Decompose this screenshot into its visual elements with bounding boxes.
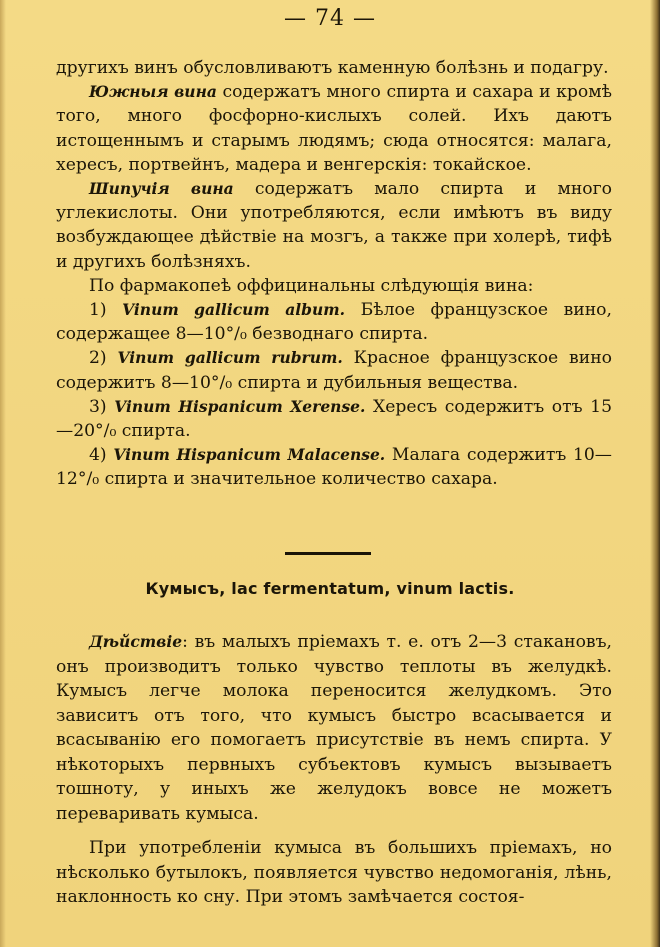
list-item-4	[56, 443, 612, 491]
term-action: Дѣйствіе	[89, 632, 183, 651]
paragraph-action	[56, 630, 612, 826]
page-edge-left	[0, 0, 6, 947]
text-action: : въ малыхъ пріемахъ т. е. отъ 2—3 стакановъ, онъ производитъ только чувство теплоты въ желудкѣ. Кумысъ легче молока переносится желудкомъ. Это зависитъ отъ того, что кумысъ быстро всасывается и всасыванію его помогаетъ присутствіе въ немъ спирта. У нѣкоторыхъ первныхъ субъектовъ кумысъ вызываетъ тошноту, у иныхъ же желудокъ вовсе не можетъ переваривать кумыса.	[56, 632, 612, 824]
list-item-1-number: 1)	[89, 300, 107, 321]
section-heading: Кумысъ, lac fermentatum, vinum lactis.	[145, 579, 515, 598]
list-item-1-latin: Vinum gallicum album.	[122, 300, 346, 320]
list-item-3	[56, 395, 612, 443]
list-item-4-number: 4)	[89, 445, 107, 466]
list-item-1	[56, 298, 612, 346]
bottom-text-block	[56, 630, 612, 910]
list-item-3-number: 3)	[89, 396, 107, 417]
text-sparkling-wines: содержатъ мало спирта и много углекислоты. Они употребляются, если имѣютъ въ виду возбуждающее дѣйствіе на мозгъ, а также при холерѣ, тифѣ и другихъ болѣзняхъ.	[56, 179, 612, 272]
list-item-3-latin: Vinum Hispanicum Xerense.	[114, 396, 366, 416]
paragraph-pharmacopoeia: По фармакопеѣ оффицинальны слѣдующія вина:	[89, 275, 534, 296]
section-divider	[285, 552, 371, 555]
list-item-2-number: 2)	[89, 348, 107, 369]
paragraph-large-doses: При употребленіи кумыса въ большихъ пріемахъ, но нѣсколько бутылокъ, появляется чувство недомоганія, лѣнь, наклонность ко сну. При этомъ замѣчается состоя-	[56, 838, 612, 907]
term-sparkling-wines: Шипучія вина	[89, 179, 234, 199]
list-item-1-text: Бѣлое французское вино, содержащее 8—10°/₀ безводнаго спирта.	[56, 300, 612, 345]
term-southern-wines: Южныя вина	[89, 82, 217, 102]
paragraph-southern-wines	[56, 80, 612, 177]
top-text-block	[56, 56, 612, 492]
paragraph-continuation: другихъ винъ обусловливаютъ каменную болѣзнь и подагру.	[56, 58, 609, 78]
list-item-2	[56, 346, 612, 394]
page-number: — 74 —	[284, 6, 376, 31]
page-edge-right	[650, 0, 660, 947]
list-item-2-text: Красное французское вино содержитъ 8—10°/₀ спирта и дубильныя вещества.	[56, 348, 612, 393]
paragraph-sparkling-wines	[56, 177, 612, 274]
list-item-4-text: Малага содержитъ 10—12°/₀ спирта и значительное количество сахара.	[56, 445, 612, 490]
list-item-2-latin: Vinum gallicum rubrum.	[117, 348, 343, 368]
text-southern-wines: содержатъ много спирта и сахара и кромѣ того, много фосфорно-кислыхъ солей. Ихъ даютъ истощеннымъ и старымъ людямъ; сюда относятся: малага, хересъ, портвейнъ, мадера и венгерскія: токайское.	[56, 82, 612, 175]
list-item-4-latin: Vinum Hispanicum Malacense.	[113, 445, 386, 465]
list-item-3-text: Хересъ содержитъ отъ 15—20°/₀ спирта.	[56, 396, 613, 442]
